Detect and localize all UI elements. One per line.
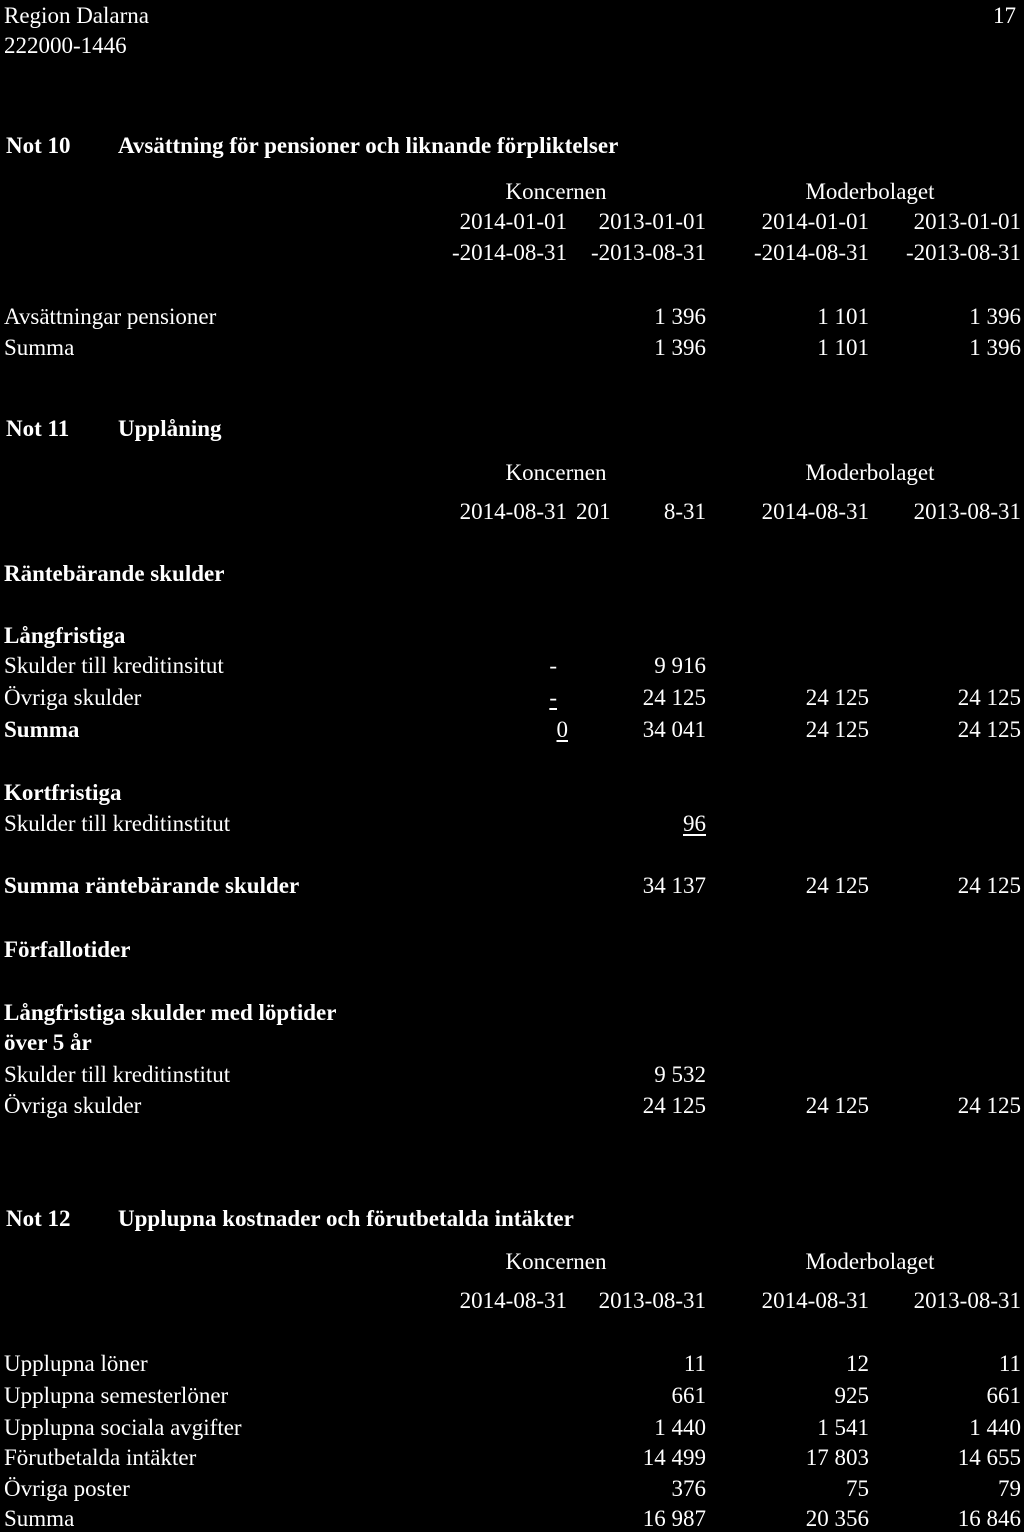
- note11-long-heading: Långfristiga: [4, 623, 126, 648]
- note12-cell: 11: [998, 1351, 1021, 1376]
- note10-number: Not 10: [6, 133, 71, 158]
- note10-row-label: Summa: [4, 335, 75, 360]
- note10-row-label: Avsättningar pensioner: [4, 304, 217, 329]
- note11-date: 2013-08-31: [913, 499, 1021, 524]
- note12-row-label: Övriga poster: [4, 1476, 130, 1501]
- note11-group-moderbolaget: Moderbolaget: [805, 460, 935, 485]
- note12-cell: 75: [846, 1476, 869, 1501]
- note11-number: Not 11: [6, 416, 70, 441]
- note11-date: 2014-08-31: [761, 499, 869, 524]
- note12-cell: 11: [683, 1351, 706, 1376]
- note11-cell: -: [549, 653, 557, 678]
- note10-period-from: 2013-01-01: [598, 209, 706, 234]
- note11-cell: 24 125: [805, 685, 869, 710]
- note12-cell: 14 499: [642, 1445, 706, 1470]
- note11-cell: 24 125: [805, 717, 869, 742]
- note12-cell: 17 803: [805, 1445, 869, 1470]
- note10-period-to: -2014-08-31: [754, 240, 869, 265]
- note11-cell: 0: [556, 717, 568, 742]
- note10-period-to: -2013-08-31: [591, 240, 706, 265]
- note12-cell: 79: [998, 1476, 1021, 1501]
- note10-group-moderbolaget: Moderbolaget: [805, 179, 935, 204]
- note11-long-label: Övriga skulder: [4, 685, 142, 710]
- note11-long-label: Skulder till kreditinsitut: [4, 653, 224, 678]
- note12-cell: 925: [834, 1383, 869, 1408]
- note11-cell: 24 125: [957, 1093, 1021, 1118]
- note11-long-label: Summa: [4, 717, 80, 742]
- note12-cell: 661: [986, 1383, 1021, 1408]
- note10-cell: 1 101: [817, 335, 869, 360]
- org-name: Region Dalarna: [4, 3, 149, 28]
- note10-group-koncernen: Koncernen: [505, 179, 607, 204]
- note12-number: Not 12: [6, 1206, 71, 1231]
- note11-cell: 24 125: [957, 685, 1021, 710]
- note11-maturity-label: Skulder till kreditinstitut: [4, 1062, 231, 1087]
- org-number: 222000-1446: [4, 33, 127, 58]
- note10-cell: 1 396: [969, 304, 1021, 329]
- note11-cell: 24 125: [957, 717, 1021, 742]
- note11-cell: 24 125: [805, 873, 869, 898]
- note11-date: 2014-08-31: [459, 499, 567, 524]
- note11-cell: 34 137: [642, 873, 706, 898]
- note12-row-label: Summa: [4, 1506, 75, 1531]
- page-number: 17: [993, 3, 1016, 28]
- note12-cell: 376: [671, 1476, 706, 1501]
- note11-maturity-heading: Förfallotider: [4, 937, 131, 962]
- note10-period-from: 2014-01-01: [761, 209, 869, 234]
- note11-cell: -: [549, 685, 557, 710]
- note11-cell: 24 125: [642, 1093, 706, 1118]
- note11-cell: 96: [683, 811, 706, 836]
- note12-cell: 16 987: [642, 1506, 706, 1531]
- note12-cell: 12: [846, 1351, 869, 1376]
- note11-short-label: Skulder till kreditinstitut: [4, 811, 231, 836]
- note12-group-koncernen: Koncernen: [505, 1249, 607, 1274]
- note11-cell: 9 916: [654, 653, 706, 678]
- note12-cell: 14 655: [957, 1445, 1021, 1470]
- note11-maturity-sub: över 5 år: [4, 1030, 92, 1055]
- note11-cell: 34 041: [642, 717, 706, 742]
- note12-date: 2013-08-31: [598, 1288, 706, 1313]
- note11-short-heading: Kortfristiga: [4, 780, 122, 805]
- note11-maturity-label: Övriga skulder: [4, 1093, 142, 1118]
- note11-section-heading: Räntebärande skulder: [4, 561, 225, 586]
- note12-cell: 1 440: [969, 1415, 1021, 1440]
- note12-date: 2013-08-31: [913, 1288, 1021, 1313]
- note12-cell: 16 846: [957, 1506, 1021, 1531]
- note12-title: Upplupna kostnader och förutbetalda intäkter: [118, 1206, 574, 1231]
- note11-date: 8-31: [663, 499, 706, 524]
- note11-cell: 24 125: [957, 873, 1021, 898]
- note12-row-label: Förutbetalda intäkter: [4, 1445, 197, 1470]
- note12-cell: 20 356: [805, 1506, 869, 1531]
- note10-cell: 1 396: [654, 304, 706, 329]
- note12-date: 2014-08-31: [761, 1288, 869, 1313]
- note12-row-label: Upplupna sociala avgifter: [4, 1415, 242, 1440]
- note12-date: 2014-08-31: [459, 1288, 567, 1313]
- note10-title: Avsättning för pensioner och liknande förpliktelser: [118, 133, 619, 158]
- note10-cell: 1 396: [969, 335, 1021, 360]
- note11-total-label: Summa räntebärande skulder: [4, 873, 300, 898]
- note10-period-to: -2013-08-31: [906, 240, 1021, 265]
- note11-title: Upplåning: [118, 416, 222, 441]
- note10-cell: 1 396: [654, 335, 706, 360]
- note12-cell: 661: [671, 1383, 706, 1408]
- note12-group-moderbolaget: Moderbolaget: [805, 1249, 935, 1274]
- note12-cell: 1 541: [817, 1415, 869, 1440]
- note10-period-to: -2014-08-31: [452, 240, 567, 265]
- note12-row-label: Upplupna löner: [4, 1351, 148, 1376]
- note11-group-koncernen: Koncernen: [505, 460, 607, 485]
- note10-cell: 1 101: [817, 304, 869, 329]
- note12-row-label: Upplupna semesterlöner: [4, 1383, 229, 1408]
- note11-cell: 24 125: [805, 1093, 869, 1118]
- note10-period-from: 2014-01-01: [459, 209, 567, 234]
- note11-cell: 9 532: [654, 1062, 706, 1087]
- note12-cell: 1 440: [654, 1415, 706, 1440]
- note10-period-from: 2013-01-01: [913, 209, 1021, 234]
- note11-cell: 24 125: [642, 685, 706, 710]
- note11-maturity-sub: Långfristiga skulder med löptider: [4, 1000, 337, 1025]
- note11-date: 201: [576, 499, 611, 524]
